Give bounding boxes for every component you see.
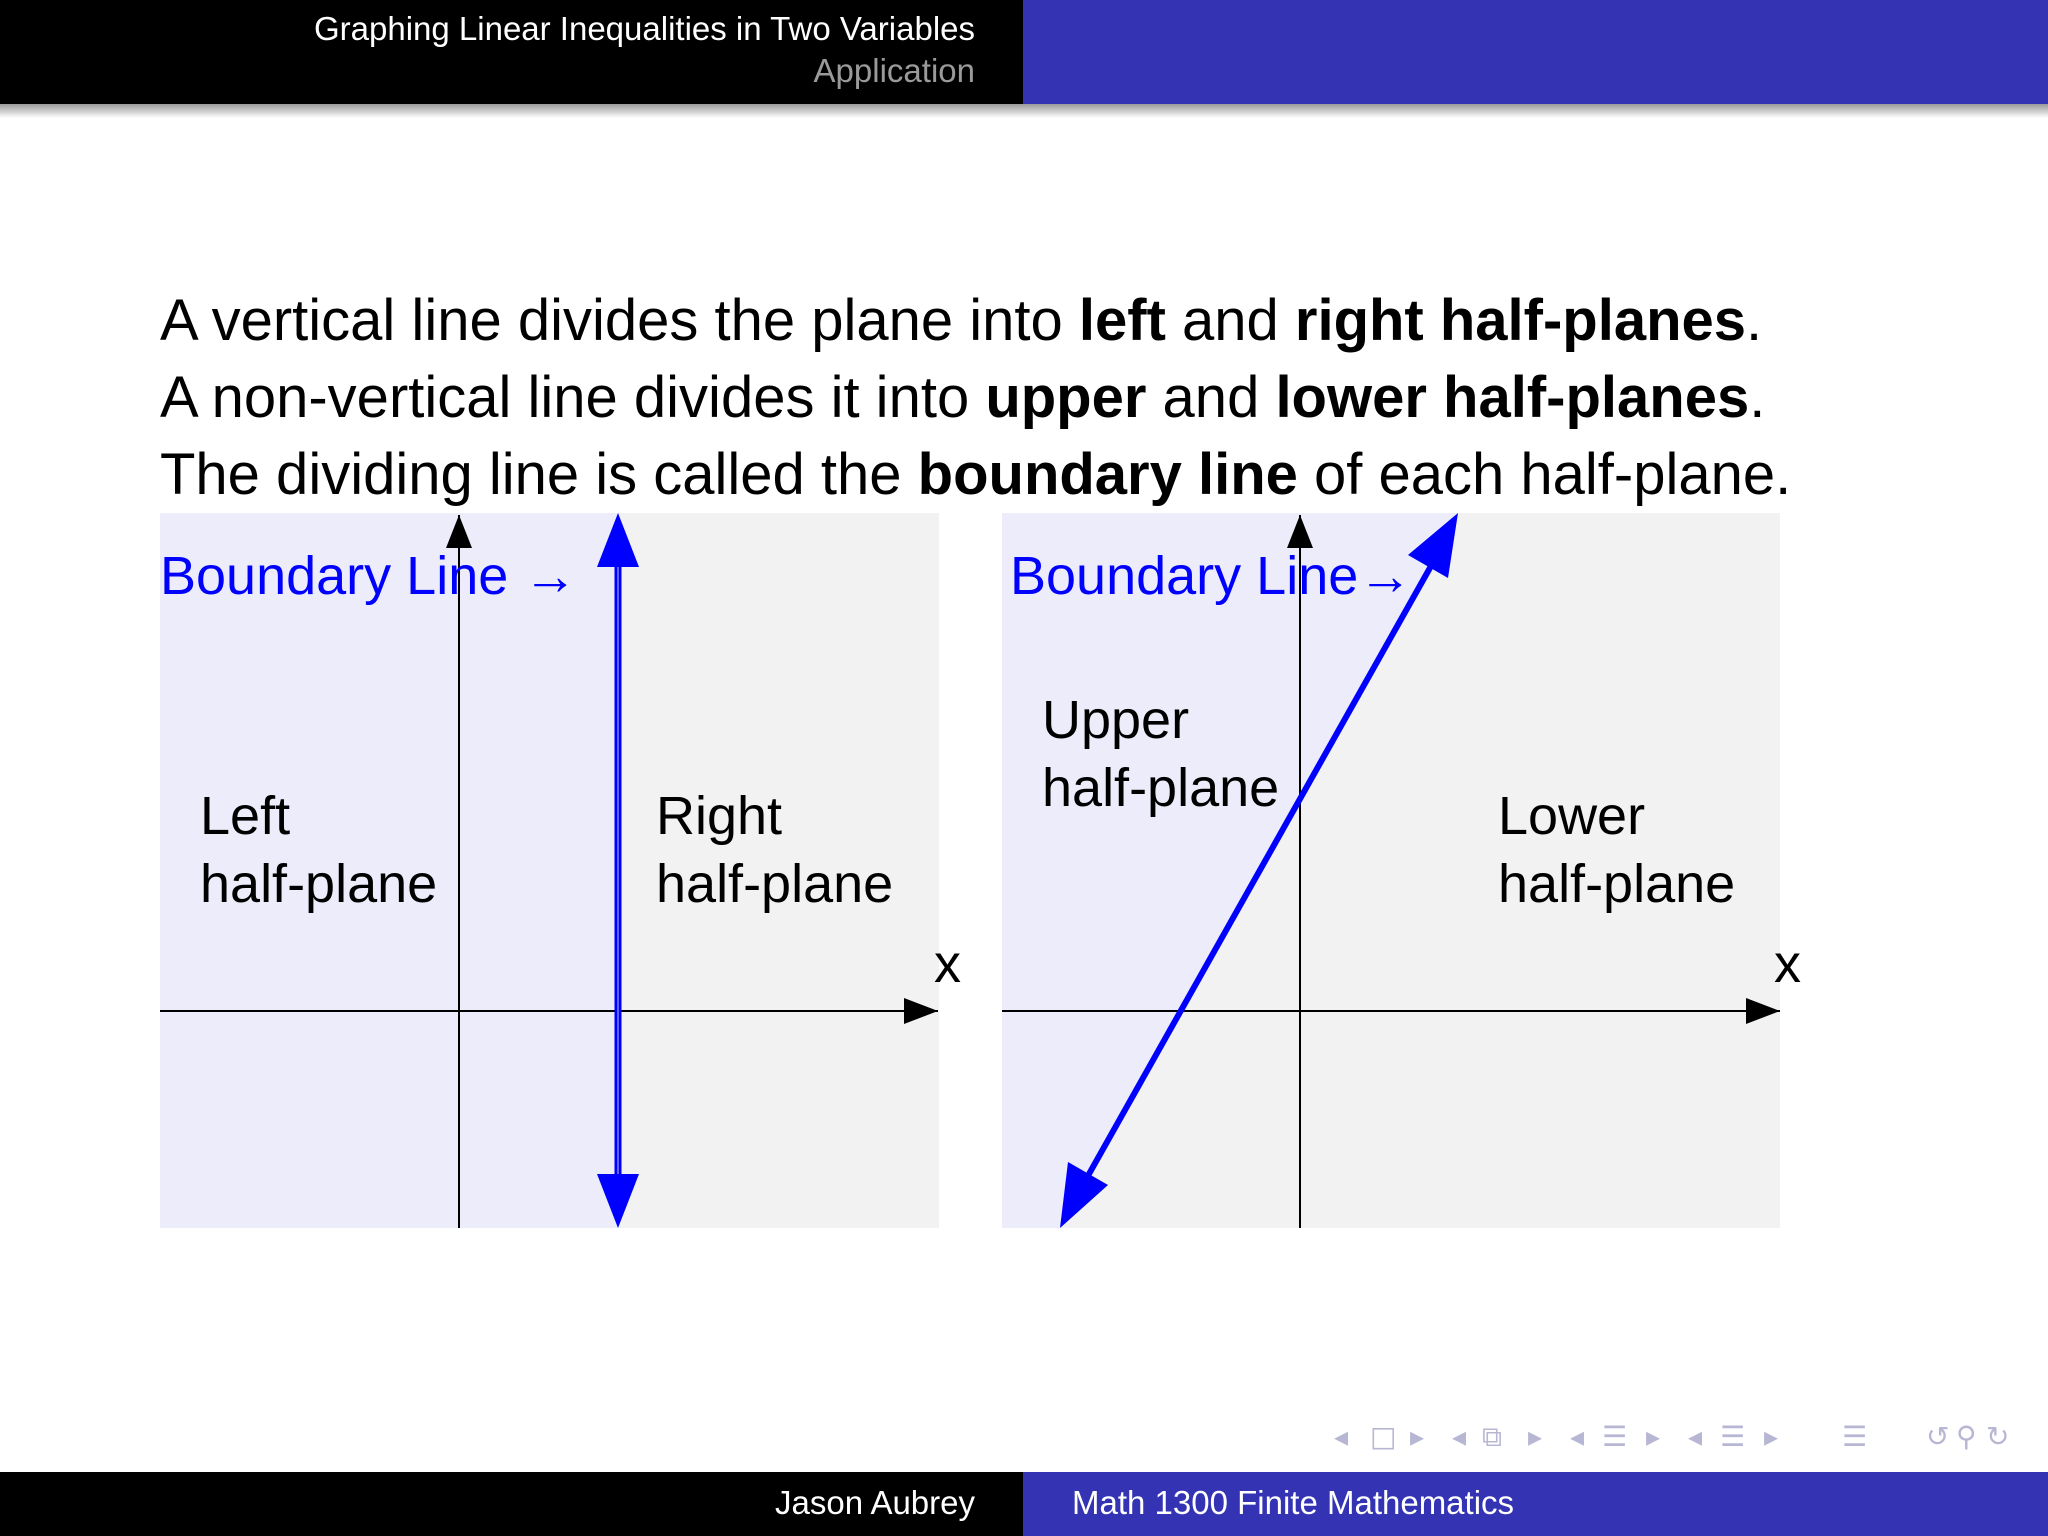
upper-half-plane-label-2: half-plane	[1042, 758, 1280, 818]
non-vertical-line-diagram	[1002, 513, 1801, 1228]
subsection-icon[interactable]: ⧉	[1482, 1420, 1502, 1453]
right-half-plane-label-1: Right	[656, 786, 783, 846]
header-title[interactable]: Graphing Linear Inequalities in Two Variables	[313, 10, 975, 47]
boundary-line-label: Boundary Line→	[1010, 546, 1413, 606]
body-line-3-end: of each half-plane.	[1297, 442, 1792, 507]
align-icon[interactable]: ☰	[1842, 1420, 1868, 1453]
header-subtitle[interactable]: Application	[813, 52, 975, 89]
nav-next-arrow-icon[interactable]: ▸	[1528, 1420, 1543, 1453]
body-line-2-mid: and	[1146, 365, 1276, 430]
upper-half-plane-label-1: Upper	[1042, 690, 1190, 750]
boundary-line-label: Boundary Line →	[160, 546, 578, 606]
right-half-plane-label-2: half-plane	[656, 854, 894, 914]
body-line-1-end: .	[1746, 288, 1763, 353]
body-line-2-text: A non-vertical line divides it into	[160, 365, 986, 430]
body-line-1-text: A vertical line divides the plane into	[160, 288, 1079, 353]
nav-next-arrow-icon[interactable]: ▸	[1764, 1420, 1779, 1453]
footer-course: Math 1300 Finite Mathematics	[1072, 1484, 1515, 1521]
navigation-symbols	[1330, 1420, 2030, 1460]
nav-prev-arrow-icon[interactable]: ◂	[1452, 1420, 1467, 1453]
body-line-2-end: .	[1749, 365, 1766, 430]
x-axis-label: x	[1774, 934, 1801, 994]
term-upper: upper	[985, 365, 1147, 430]
frame-icon[interactable]: □	[1370, 1420, 1397, 1453]
footer-author: Jason Aubrey	[775, 1484, 975, 1521]
search-icon[interactable]: ⚲	[1956, 1420, 1977, 1453]
redo-icon[interactable]: ↻	[1986, 1420, 2010, 1453]
nav-prev-arrow-icon[interactable]: ◂	[1334, 1420, 1349, 1453]
vertical-line-diagram	[160, 513, 961, 1228]
term-right-half-planes: right half-planes	[1294, 288, 1747, 353]
left-half-plane-label-1: Left	[200, 786, 291, 846]
term-lower-half-planes: lower half-planes	[1275, 365, 1750, 430]
term-left: left	[1078, 288, 1166, 353]
nav-prev-arrow-icon[interactable]: ◂	[1570, 1420, 1585, 1453]
section-icon[interactable]: ☰	[1720, 1420, 1746, 1453]
x-axis-label: x	[934, 934, 961, 994]
left-half-plane-label-2: half-plane	[200, 854, 438, 914]
nav-next-arrow-icon[interactable]: ▸	[1410, 1420, 1425, 1453]
undo-icon[interactable]: ↺	[1926, 1420, 1950, 1453]
lower-half-plane-label-2: half-plane	[1498, 854, 1736, 914]
body-line-3-text: The dividing line is called the	[160, 442, 918, 507]
nav-next-arrow-icon[interactable]: ▸	[1646, 1420, 1661, 1453]
body-line-1-mid: and	[1165, 288, 1295, 353]
nav-prev-arrow-icon[interactable]: ◂	[1688, 1420, 1703, 1453]
lower-half-plane-label-1: Lower	[1498, 786, 1646, 846]
term-boundary-line: boundary line	[917, 442, 1298, 507]
section-icon[interactable]: ☰	[1602, 1420, 1628, 1453]
